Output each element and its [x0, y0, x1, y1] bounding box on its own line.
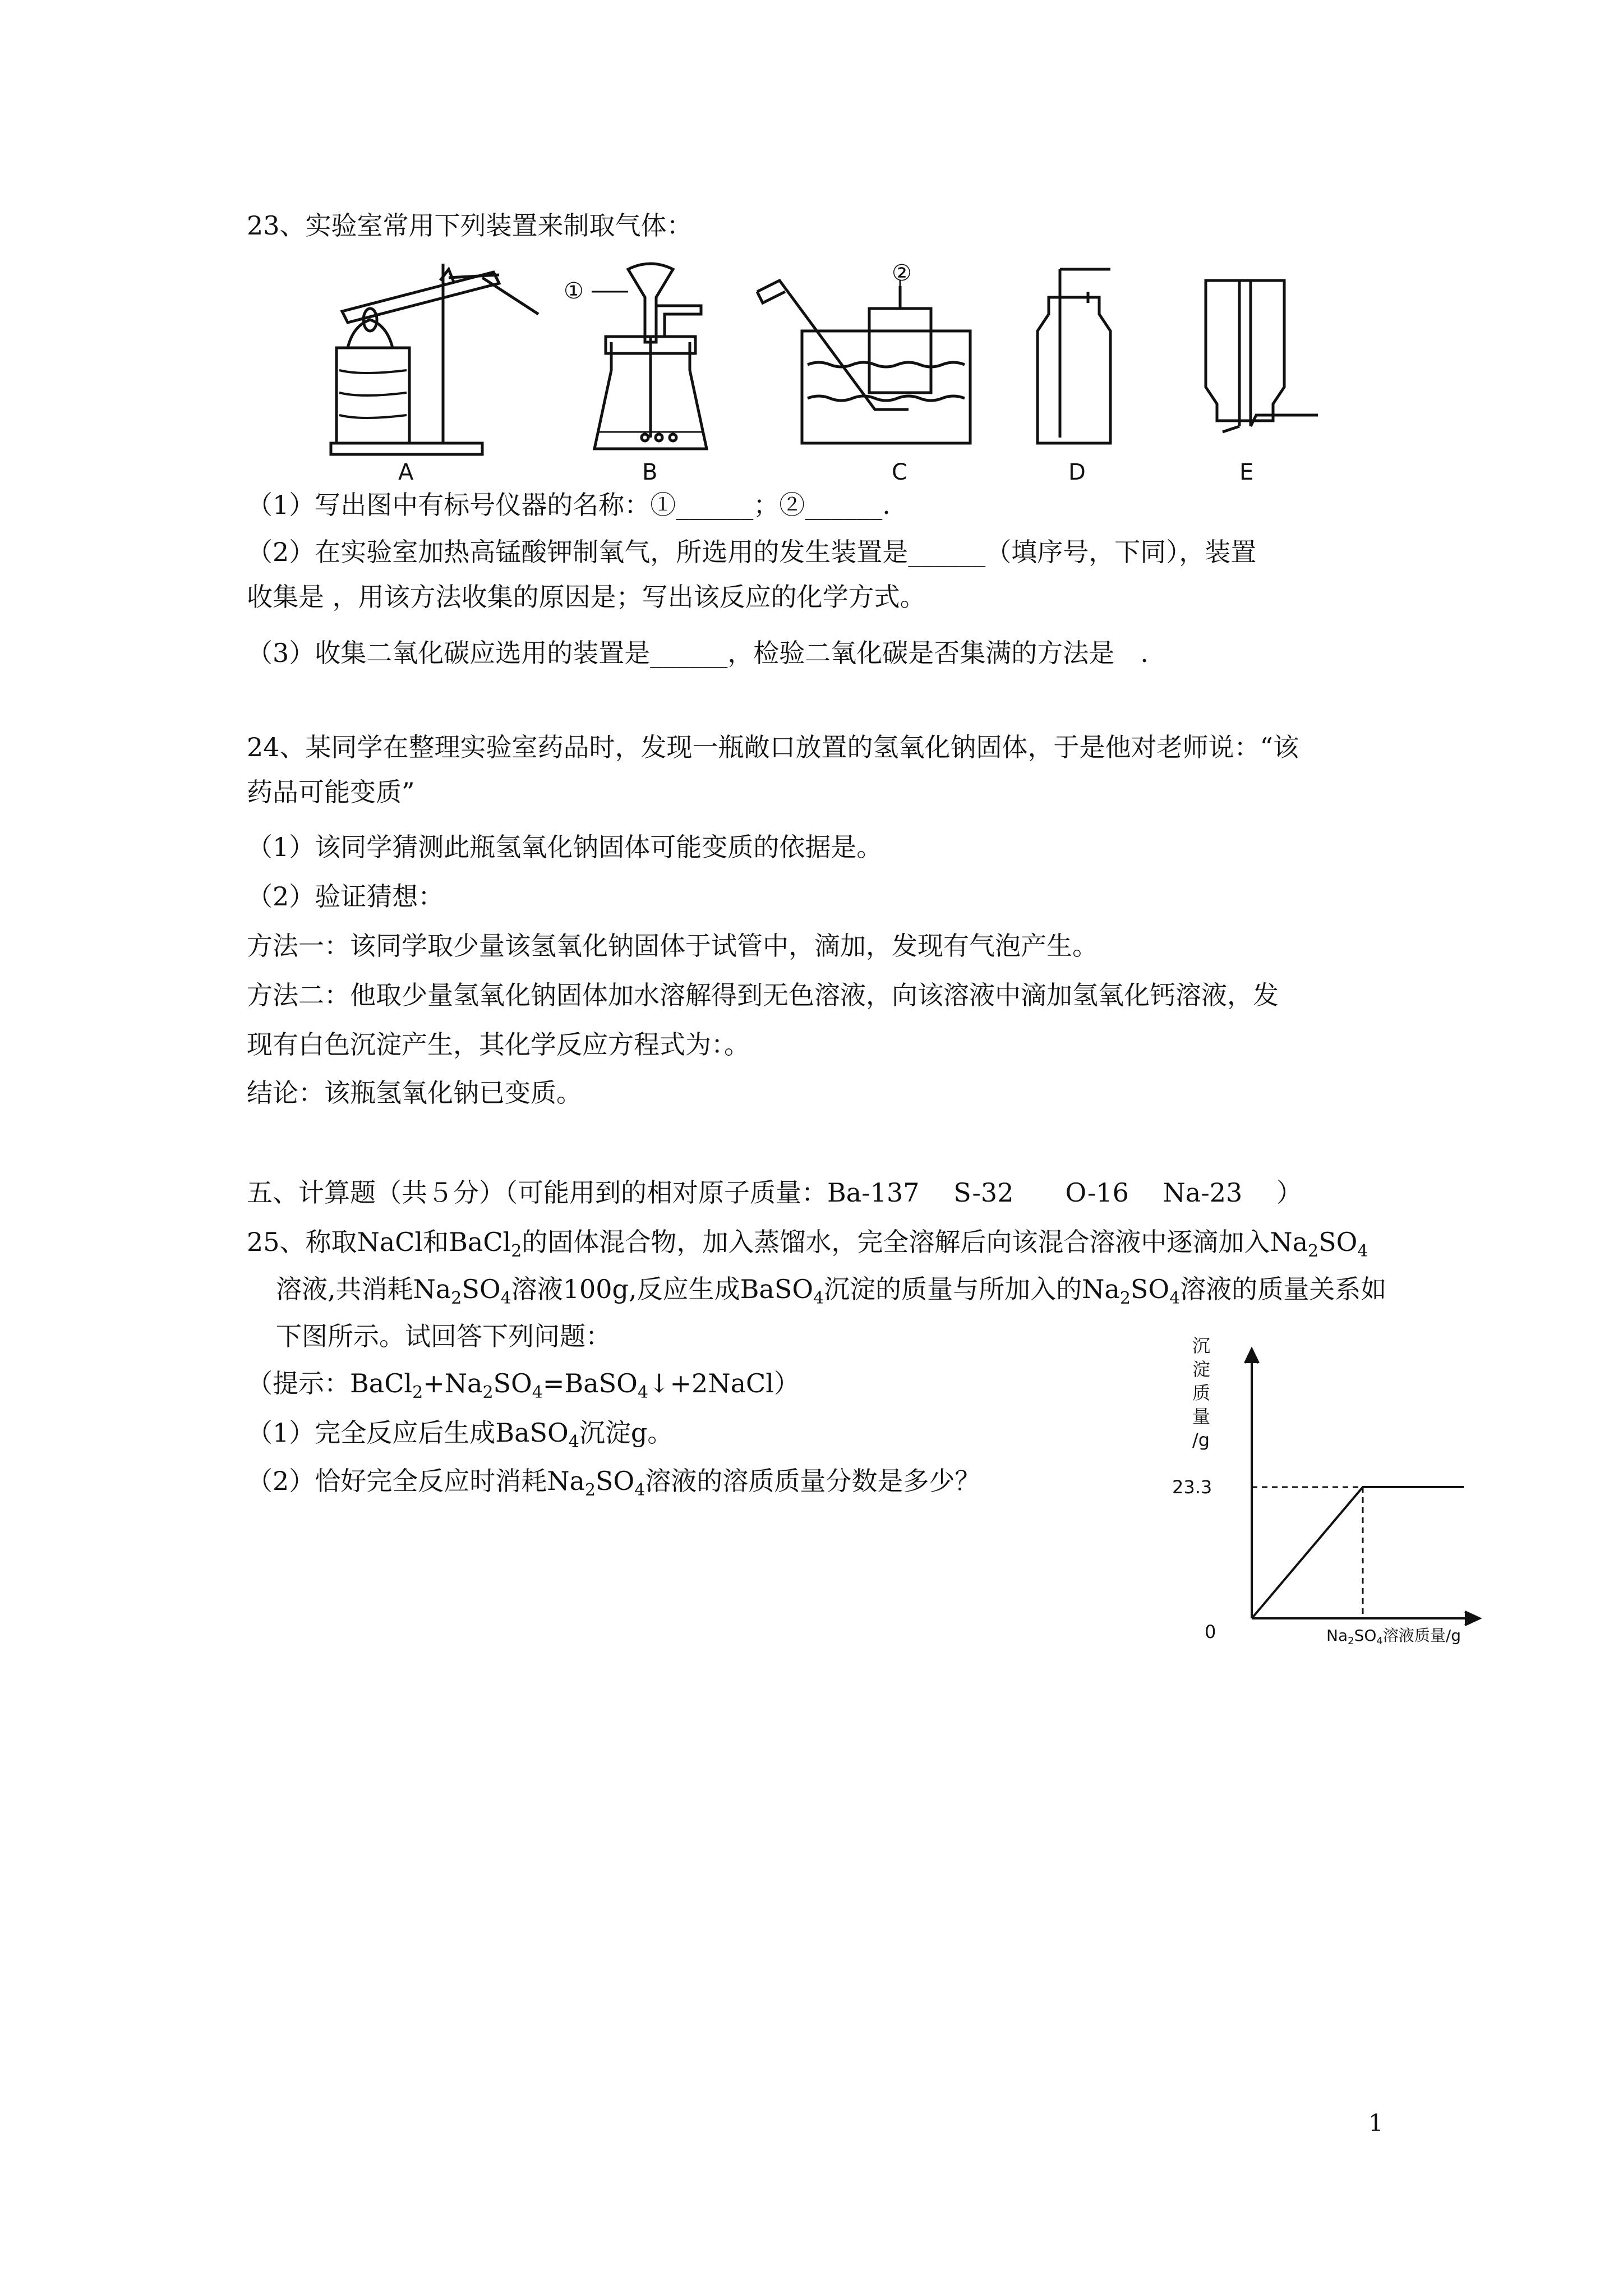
origin-label: 0 — [1205, 1621, 1216, 1642]
ylabel-char-2: 淀 — [1192, 1359, 1211, 1380]
apparatus-e — [1206, 280, 1318, 432]
xlabel: $Na_2SO_4$溶液质量/g — [1326, 1626, 1461, 1647]
marker-2: ② — [892, 260, 912, 286]
precipitate-chart — [1172, 1335, 1486, 1649]
marker-1: ① — [564, 278, 584, 304]
label-b: B — [642, 459, 658, 485]
q23-part1: （1）写出图中有标号仪器的名称：①______；②______. — [247, 490, 891, 520]
label-d: D — [1068, 459, 1086, 485]
q24-conclusion: 结论：该瓶氢氧化钠已变质。 — [247, 1078, 582, 1108]
label-e: E — [1239, 459, 1254, 485]
y-axis-arrow — [1245, 1349, 1258, 1363]
q23-part3: （3）收集二氧化碳应选用的装置是______，检验二氧化碳是否集满的方法是 . — [247, 638, 1149, 668]
q25-part2: （2）恰好完全反应时消耗$Na_2SO_4$溶液的溶质质量分数是多少？ — [247, 1466, 981, 1500]
x-axis-arrow — [1465, 1612, 1479, 1625]
q24-title-a: 24、某同学在整理实验室药品时，发现一瓶敞口放置的氢氧化钠固体，于是他对老师说：“该 — [247, 732, 1299, 762]
page-number: 1 — [1368, 2109, 1384, 2137]
q25-part1: （1）完全反应后生成BaSO$_4$沉淀g。 — [247, 1418, 674, 1452]
q24-title-b: 药品可能变质” — [247, 777, 415, 807]
ylabel-char-1: 沉 — [1192, 1335, 1211, 1356]
q25-line1: 25、称取NaCl和BaCl$_2$的固体混合物，加入蒸馏水，完全溶解后向该混合溶液中逐滴加入$Na_2SO_4$ — [247, 1227, 1368, 1261]
label-a: A — [398, 459, 414, 485]
precipitate-line — [1252, 1487, 1464, 1618]
apparatus-c — [757, 280, 970, 443]
q24-method2b: 现有白色沉淀产生，其化学反应方程式为：。 — [247, 1029, 750, 1060]
apparatus-figure — [314, 258, 1335, 488]
q23-part2b: 收集是 ，用该方法收集的原因是；写出该反应的化学方式。 — [247, 582, 926, 612]
q24-part1: （1）该同学猜测此瓶氢氧化钠固体可能变质的依据是。 — [247, 832, 883, 862]
ylabel-char-4: 量 — [1192, 1406, 1211, 1427]
q23-part2a: （2）在实验室加热高锰酸钾制氧气，所选用的发生装置是______（填序号，下同），装置 — [247, 537, 1257, 567]
q23-title: 23、实验室常用下列装置来制取气体： — [247, 210, 693, 241]
ylabel-char-3: 质 — [1192, 1382, 1211, 1404]
q24-part2: （2）验证猜想： — [247, 881, 444, 912]
q25-line3: 下图所示。试回答下列问题： — [276, 1321, 611, 1351]
ytick-label: 23.3 — [1172, 1476, 1212, 1498]
q25-hint: （提示：$BaCl_2+Na_2SO_4=BaSO_4↓+2NaCl$） — [247, 1368, 800, 1402]
apparatus-d — [1038, 269, 1110, 443]
ylabel-char-5: /g — [1192, 1429, 1210, 1451]
apparatus-a — [331, 264, 538, 454]
label-c: C — [892, 459, 907, 485]
q24-method2a: 方法二：他取少量氢氧化钠固体加水溶解得到无色溶液，向该溶液中滴加氢氧化钙溶液，发 — [247, 980, 1279, 1010]
q25-line2: 溶液,共消耗$Na_2SO_4$溶液100g,反应生成BaSO$_4$沉淀的质量与所加入的$Na_2SO_4$溶液的质量关系如 — [276, 1274, 1387, 1308]
q24-method1: 方法一：该同学取少量该氢氧化钠固体于试管中，滴加，发现有气泡产生。 — [247, 931, 1098, 961]
section5-title: 五、计算题（共５分）（可能用到的相对原子质量：Ba-137 S-32 O-16 Na-23 ） — [247, 1177, 1302, 1208]
